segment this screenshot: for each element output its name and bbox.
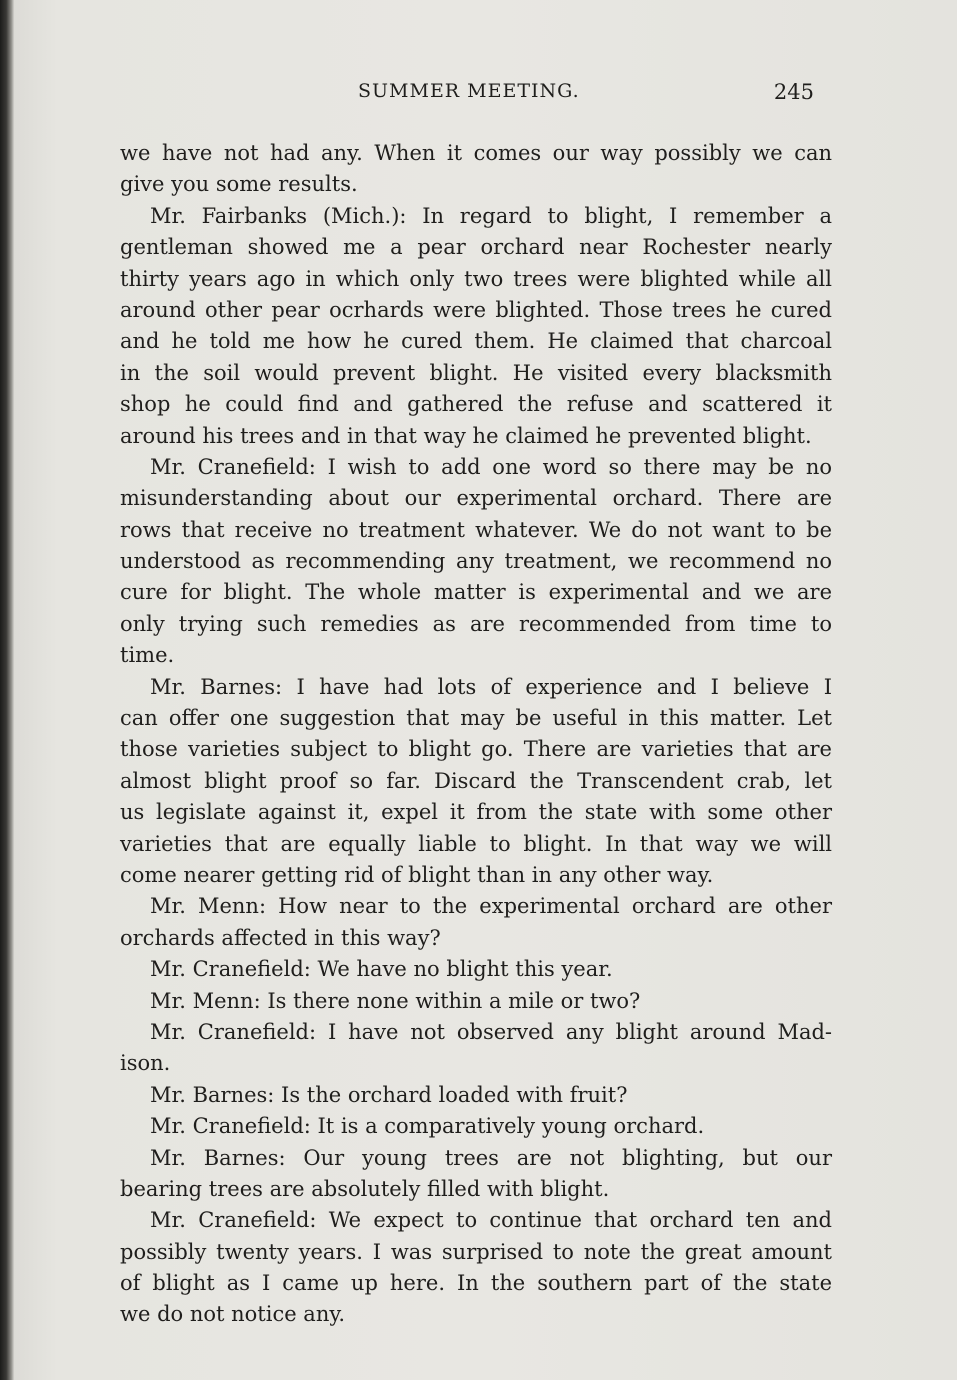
text-line: almost blight proof so far. Discard the Transcendent crab, let xyxy=(120,768,832,793)
text-line: cure for blight. The whole matter is experimental and we are xyxy=(120,580,832,605)
text-line: around other pear ocrhards were blighted. Those trees he cured xyxy=(120,297,832,322)
running-title: SUMMER MEETING. xyxy=(358,80,580,102)
page-number: 245 xyxy=(773,80,814,104)
text-line: Mr. Barnes: Our young trees are not blighting, but our xyxy=(150,1145,832,1170)
text-line: Mr. Barnes: Is the orchard loaded with fruit? xyxy=(150,1082,628,1107)
text-line: of blight as I came up here. In the southern part of the state xyxy=(120,1271,832,1296)
text-line: Mr. Fairbanks (Mich.): In regard to blight, I remember a xyxy=(150,203,832,228)
text-line: shop he could find and gathered the refuse and scattered it xyxy=(120,392,832,417)
text-line: bearing trees are absolutely filled with blight. xyxy=(120,1176,610,1201)
text-line: Mr. Barnes: I have had lots of experience and I believe I xyxy=(150,674,832,699)
text-line: and he told me how he cured them. He claimed that charcoal xyxy=(120,329,832,354)
text-line: understood as recommending any treatment, we recommend no xyxy=(120,549,832,574)
page-binding-edge xyxy=(0,0,14,1380)
text-line: Mr. Menn: Is there none within a mile or two? xyxy=(150,988,641,1013)
text-line: can offer one suggestion that may be useful in this matter. Let xyxy=(120,706,832,731)
text-line: us legislate against it, expel it from the state with some other xyxy=(120,800,832,825)
text-line: in the soil would prevent blight. He visited every blacksmith xyxy=(120,360,832,385)
text-line: misunderstanding about our experimental orchard. There are xyxy=(120,486,832,511)
text-line: Mr. Cranefield: We have no blight this year. xyxy=(150,957,613,982)
text-line: around his trees and in that way he claimed he prevented blight. xyxy=(120,423,812,448)
text-line: we do not notice any. xyxy=(120,1302,346,1327)
text-line: varieties that are equally liable to blight. In that way we will xyxy=(120,831,832,856)
text-line: gentleman showed me a pear orchard near Rochester nearly xyxy=(120,235,832,260)
text-line: time. xyxy=(120,643,175,668)
text-line: come nearer getting rid of blight than in any other way. xyxy=(120,862,714,887)
page-body-text xyxy=(120,138,832,1331)
text-line: possibly twenty years. I was surprised to note the great amount xyxy=(120,1239,832,1264)
text-line: ison. xyxy=(120,1051,171,1076)
text-line: give you some results. xyxy=(120,172,358,197)
text-line: we have not had any. When it comes our way possibly we can xyxy=(120,141,832,165)
text-line: Mr. Cranefield: I wish to add one word so there may be no xyxy=(150,454,832,479)
text-line: Mr. Cranefield: I have not observed any blight around Mad- xyxy=(150,1019,832,1044)
text-line: rows that receive no treatment whatever. We do not want to be xyxy=(120,517,832,542)
text-line: Mr. Cranefield: It is a comparatively young orchard. xyxy=(150,1114,705,1139)
text-line: Mr. Menn: How near to the experimental orchard are other xyxy=(150,894,832,919)
text-line: Mr. Cranefield: We expect to continue that orchard ten and xyxy=(150,1208,832,1233)
page-header xyxy=(120,80,820,110)
text-line: thirty years ago in which only two trees were blighted while all xyxy=(120,266,832,291)
text-line: those varieties subject to blight go. There are varieties that are xyxy=(120,737,832,762)
text-line: orchards affected in this way? xyxy=(120,925,441,950)
text-line: only trying such remedies as are recommended from time to xyxy=(120,611,832,636)
